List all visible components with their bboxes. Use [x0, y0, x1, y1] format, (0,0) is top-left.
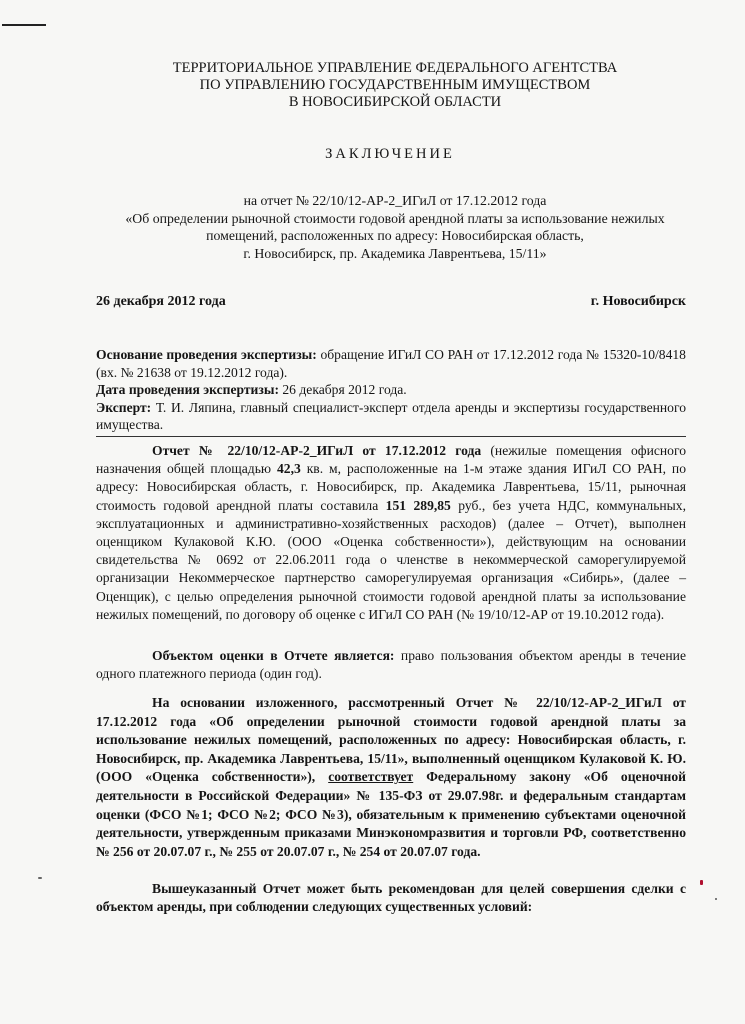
document-date: 26 декабря 2012 года [96, 294, 226, 309]
amount-value: 151 289,85 [385, 497, 451, 513]
report-lead: Отчет № 22/10/12-АР-2_ИГиЛ от 17.12.2012 года [152, 443, 482, 458]
expertise-date-label: Дата проведения экспертизы: [96, 382, 279, 397]
date-place-row [96, 294, 686, 310]
object-paragraph [96, 647, 686, 683]
report-paragraph [96, 442, 686, 624]
document-city: г. Новосибирск [590, 294, 686, 309]
area-value: 42,3 [276, 461, 301, 477]
expert-line [96, 399, 686, 434]
report-text: кв. м, расположенные на 1-м этаже здания ИГиЛ СО РАН, по адресу: Новосибирская область, г. Новосибирск, пр. Академика Лаврентьева, 15/11, рыночная стоимость годовой арендной платы составила [96, 461, 686, 513]
header-line: ТЕРРИТОРИАЛЬНОЕ УПРАВЛЕНИЕ ФЕДЕРАЛЬНОГО АГЕНТСТВА [172, 60, 618, 76]
conclusion-text: На основании изложенного, рассмотренный Отчет № 22/10/12-АР-2_ИГиЛ от 17.12.2012 года «Об определении рыночной стоимости годовой арендной платы за использование нежилых помещений, расположенных по адресу: Новосибирская область, г. Новосибирск, пр. Академика Лаврентьева, 15/11», выполненный оценщиком Кулаковой К. Ю. (ООО «Оценка собственности»), [96, 695, 686, 785]
header-line: В НОВОСИБИРСКОЙ ОБЛАСТИ [288, 94, 502, 110]
expertise-date-text: 26 декабря 2012 года. [278, 382, 407, 397]
basis-line [96, 346, 686, 381]
recommendation-text: Вышеуказанный Отчет может быть рекомендован для целей совершения сделки с объектом аренды, при соблюдении следующих существенных условий: [96, 881, 686, 915]
scan-speck [38, 877, 42, 879]
document-title: ЗАКЛЮЧЕНИЕ [325, 146, 455, 162]
scan-mark [2, 24, 46, 26]
report-text: руб., без учета НДС, коммунальных, эксплуатационных и административно-хозяйственных расходов) (далее – Отчет), выполнен оценщиком Кулаковой К.Ю. (ООО «Оценка собственности»), действующим на основании свидетельства № 0692 от 22.06.2011 года о членстве в некоммерческой саморегулируемой организации Некоммерческое партнерство саморегулируемая организация «Сибирь», (далее – Оценщик), с целью определения рыночной стоимости годовой арендной платы за использование нежилых помещений, по договору об оценке с ИГиЛ СО РАН (№ 19/10/12-АР от 19.10.2012 года). [96, 497, 687, 622]
expert-label: Эксперт: [96, 399, 152, 415]
agency-header [120, 60, 670, 111]
basis-label: Основание проведения экспертизы: [96, 347, 317, 362]
scan-speck [700, 880, 703, 885]
recommendation-paragraph [96, 880, 686, 916]
subject-line: г. Новосибирск, пр. Академика Лаврентьева, 15/11» [243, 245, 547, 261]
object-lead: Объектом оценки в Отчете является: [152, 648, 395, 663]
divider [96, 436, 686, 437]
conclusion-paragraph [96, 694, 686, 861]
expert-text: Т. И. Ляпина, главный специалист-эксперт отдела аренды и экспертизы государственного имущества. [96, 399, 686, 432]
basis-text: обращение ИГиЛ СО РАН от 17.12.2012 года № 15320-10/8418 (вх. № 21638 от 19.12.2012 года). [96, 347, 686, 380]
date-line [96, 381, 686, 399]
expertise-info [96, 346, 686, 434]
object-text: право пользования объектом аренды в течение одного платежного периода (один год). [96, 648, 686, 682]
scan-speck [715, 898, 717, 900]
conformity-word: соответствует [328, 769, 414, 785]
subject-line: «Об определении рыночной стоимости годовой арендной платы за использование нежилых [125, 210, 665, 226]
subject-line: на отчет № 22/10/12-АР-2_ИГиЛ от 17.12.2012 года [243, 193, 547, 208]
subject-line: помещений, расположенных по адресу: Новосибирская область, [206, 228, 584, 243]
header-line: ПО УПРАВЛЕНИЮ ГОСУДАРСТВЕННЫМ ИМУЩЕСТВОМ [199, 77, 591, 93]
report-text: (нежилые помещения офисного назначения общей площадью [96, 443, 687, 477]
document-subject [95, 192, 695, 262]
conclusion-text: Федеральному закону «Об оценочной деятельности в Российской Федерации» № 135-ФЗ от 29.07.98г. и федеральным стандартам оценки (ФСО №1; ФСО №2; ФСО №3), обязательным к применению субъектами оценочной деятельности, утвержденным приказами Минэкономразвития и торговли РФ, соответственно № 256 от 20.07.07 г., № 255 от 20.07.07 г., № 254 от 20.07.07 года. [96, 769, 686, 859]
